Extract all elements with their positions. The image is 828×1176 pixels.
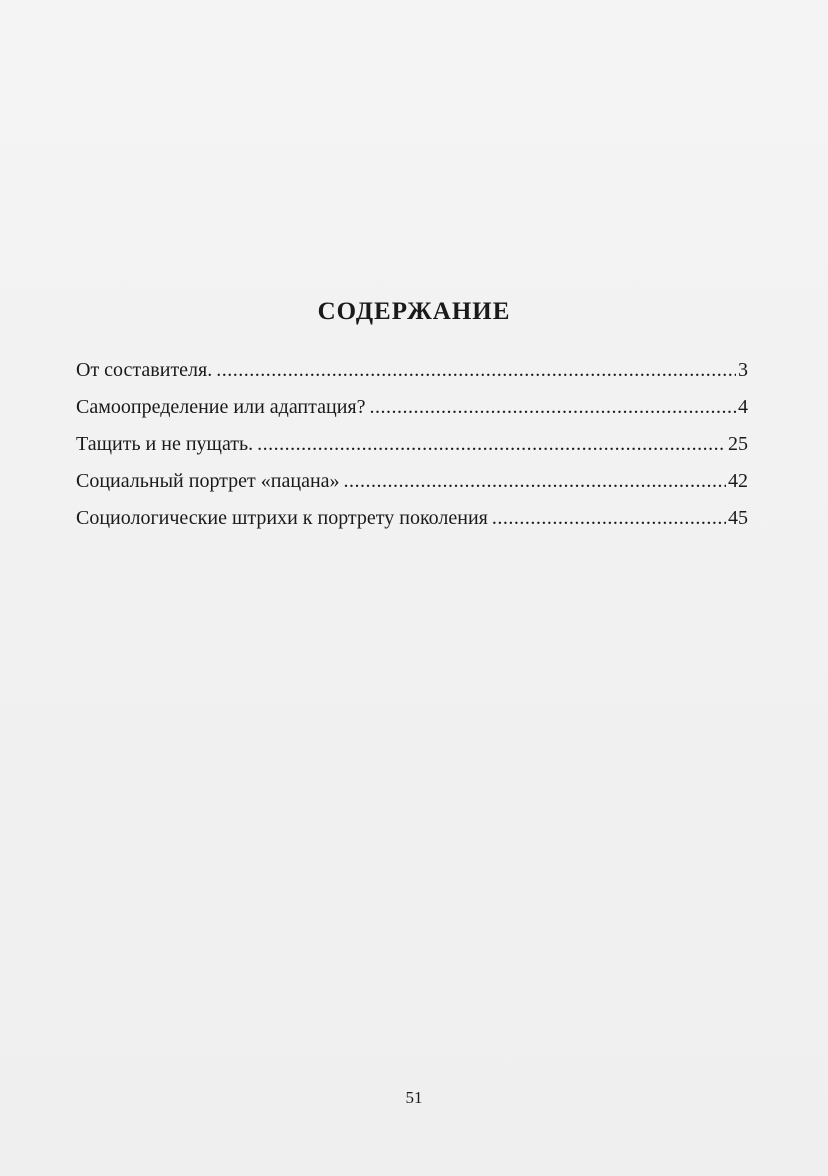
toc-entry-page: 42 [728,470,748,492]
page-number: 51 [405,1088,423,1107]
toc-entry [76,463,748,500]
toc-entry-title: Социологические штрихи к портрету поколения [76,507,488,529]
toc-dot-leader [216,352,736,389]
toc-entry-page: 3 [738,359,748,381]
toc-entry-title: Социальный портрет «пацана» [76,470,340,492]
toc-entry [76,352,748,389]
toc-entry-title: Тащить и не пущать. [76,433,254,455]
toc-title: СОДЕРЖАНИЕ [317,298,511,325]
toc-list [76,352,748,537]
toc-dot-leader [257,426,726,463]
toc-dot-leader [344,463,726,500]
toc-entry-page: 45 [728,507,748,529]
toc-entry [76,500,748,537]
toc-entry-page: 4 [738,396,748,418]
toc-entry [76,426,748,463]
toc-entry-page: 25 [728,433,748,455]
toc-dot-leader [492,500,726,537]
toc-dot-leader [369,389,736,426]
toc-entry [76,389,748,426]
toc-entry-title: Самоопределение или адаптация? [76,396,366,418]
toc-entry-title: От составителя. [76,359,213,381]
